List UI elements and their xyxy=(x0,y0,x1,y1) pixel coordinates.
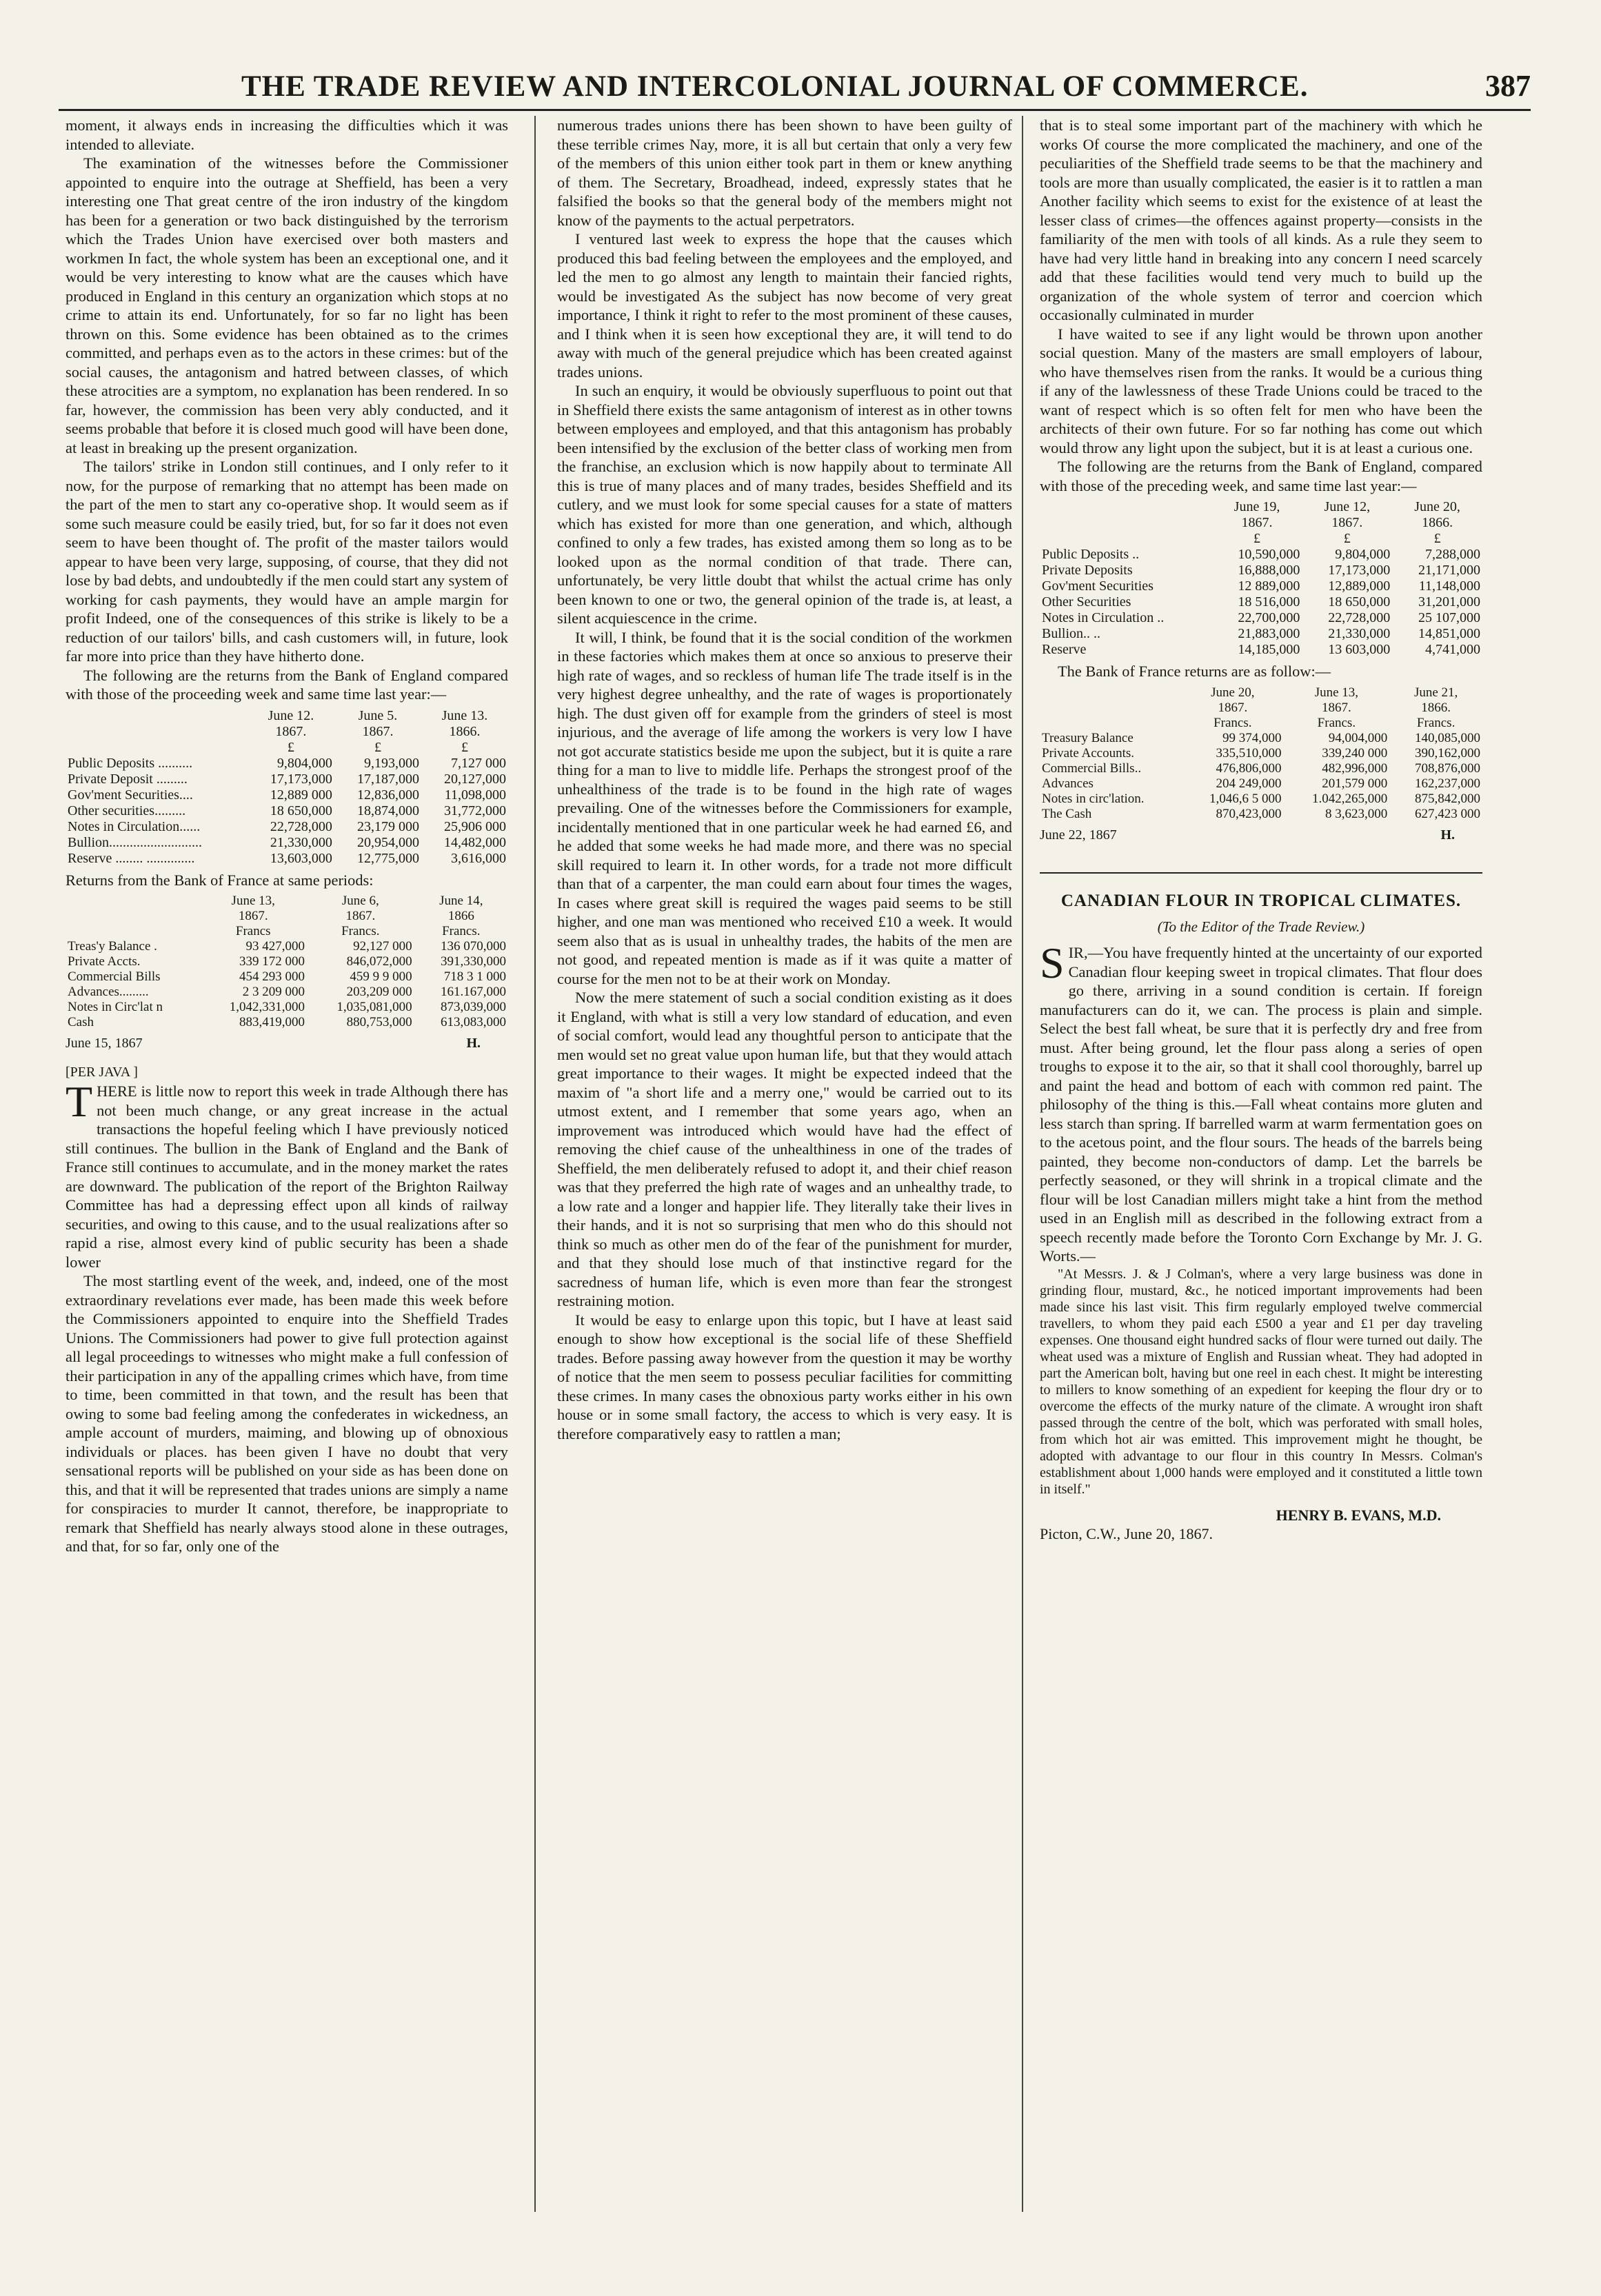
row-label: Other Securities xyxy=(1042,594,1131,610)
table-row xyxy=(66,851,508,867)
cell-value: 13 603,000 xyxy=(1328,642,1391,657)
table-row xyxy=(1040,642,1482,658)
cell-value: 1,035,081,000 xyxy=(336,1000,412,1014)
cell-value: 22,700,000 xyxy=(1238,610,1300,625)
paragraph: It will, I think, be found that it is the social condition of the workmen in these factories which makes them at once so anxious to preserve their high rate of wages, and so reckless of human life The trade itself is in the very highest degree unhealthy, and the rate of wages is proportionately high. The dust given off for example from the grinders of steel is most injurious, and the average of life among the workers is very low I have not got accurate statistics beside me upon the subject, but it is quite a rare thing for a man to live to middle life. Perhaps the strongest proof of the unhealthiness of the trade is to be found in the high rate of wages prevailing. One of the witnesses before the Commissioners for example, incidentally mentioned that in one particular week he had earned £6, and he added that some weeks he had made more, and there was no special skill required to learn it. In other words, for a trade not more difficult than that of a carpenter, the man could earn about four times the wages, In cases where great skill is required the wages paid seems to be still higher, and one man was mentioned who received £10 a week. It would seem also that as is usual in unhealthy trades, the habits of the men are not good, and repeated mention is made as if it was quite a matter of course for the men not to be at their work on Monday. xyxy=(557,628,1012,987)
cell-value: 25 107,000 xyxy=(1418,610,1480,625)
cell-value: 390,162,000 xyxy=(1415,745,1480,761)
column-header: June 12, xyxy=(1324,499,1371,514)
cell-value: 18 516,000 xyxy=(1238,594,1300,610)
cell-value: 162,237,000 xyxy=(1415,776,1480,791)
cell-value: 335,510,000 xyxy=(1216,745,1282,761)
column-unit: £ xyxy=(287,739,294,755)
cell-value: 873,039,000 xyxy=(441,1000,506,1014)
cell-value: 9,193,000 xyxy=(363,755,419,771)
cell-value: 7,288,000 xyxy=(1425,547,1480,562)
dateline: Picton, C.W., June 20, 1867. xyxy=(1040,1525,1213,1542)
cell-value: 1,046,6 5 000 xyxy=(1209,791,1282,806)
row-label: Cash xyxy=(68,1015,94,1029)
table-row xyxy=(1040,761,1482,776)
cell-value: 20,127,000 xyxy=(444,771,506,787)
signature-line xyxy=(66,1034,508,1054)
column-unit: £ xyxy=(1343,531,1351,546)
cell-value: 2 3 209 000 xyxy=(242,985,305,999)
column-unit: £ xyxy=(374,739,381,755)
table-row xyxy=(1040,807,1482,822)
cell-value: 9,804,000 xyxy=(1335,547,1391,562)
author-signature: HENRY B. EVANS, M.D. xyxy=(1276,1506,1441,1524)
row-label: Treasury Balance xyxy=(1042,730,1134,745)
cell-value: 883,419,000 xyxy=(239,1015,305,1029)
cell-value: 10,590,000 xyxy=(1238,547,1300,562)
row-label: Gov'ment Securities.... xyxy=(68,787,193,803)
row-label: Commercial Bills.. xyxy=(1042,761,1142,776)
cell-value: 12,775,000 xyxy=(356,850,419,866)
cell-value: 875,842,000 xyxy=(1415,791,1480,806)
dispatch-route: [PER JAVA ] xyxy=(66,1064,138,1080)
row-label: The Cash xyxy=(1042,806,1092,821)
cell-value: 7,127 000 xyxy=(451,755,506,771)
table-row xyxy=(1040,792,1482,807)
table-row xyxy=(1040,547,1482,563)
cell-value: 476,806,000 xyxy=(1216,761,1282,776)
table-body xyxy=(1040,547,1482,658)
table-row xyxy=(1040,563,1482,578)
row-label: Private Deposits xyxy=(1042,563,1133,578)
row-label: Reserve ........ .............. xyxy=(68,850,195,866)
table-row xyxy=(1040,626,1482,642)
column-header: June 20, xyxy=(1414,499,1460,514)
cell-value: 17,173,000 xyxy=(1328,563,1391,578)
row-label: Bullion.. .. xyxy=(1042,626,1101,641)
table-row xyxy=(1040,594,1482,610)
table-row xyxy=(66,954,508,969)
table-intro: Returns from the Bank of France at same periods: xyxy=(66,871,374,889)
paragraph: numerous trades unions there has been shown to have been guilty of these terrible crimes Nay, more, it is all but certain that only a very few of the members of this union either took part in them or knew anything of them. The Secretary, Broadhead, indeed, expressly states that he falsified the books so that the general body of the members might not know of the payments to the actual perpetrators. xyxy=(557,117,1012,229)
column-year: 1867. xyxy=(1331,515,1363,530)
cell-value: 14,185,000 xyxy=(1238,642,1300,657)
cell-value: 1.042,265,000 xyxy=(1312,791,1388,806)
masthead-title: THE TRADE REVIEW AND INTERCOLONIAL JOURNAL OF COMMERCE. xyxy=(241,70,1309,103)
paragraph: I ventured last week to express the hope that the causes which produced this bad feeling between the employees and the employed, and led the men to go almost any length to maintain their fancied rights, would be investigated As the subject has now become of very great importance, I think it right to refer to the most prominent of these causes, and I think when it is seen how exceptional they are, it will tend to do away with much of the general prejudice which has been created against trades unions. xyxy=(557,230,1012,381)
paragraph: The examination of the witnesses before the Commissioner appointed to enquire into the outrage at Sheffield, has been a very interesting one That great centre of the iron industry of the kingdom has been for a generation or two back distinguished by the terrorism which the Trades Union have exercised over both masters and workmen In fact, the whole system has been an exceptional one, and it would be very interesting to know what are the causes which have produced in England in this century an organization which stops at no crime to attain its end. Unfortunately, for so far no light has been thrown on this. Some evidence has been obtained as to the crimes committed, and perhaps even as to the actors in these crimes: but of the social causes, the antagonism and hatred between classes, of which these atrocities are a symptom, no explanation has been rendered. In so far, however, the commission has been very ably conducted, and it seems probable that before it is closed much good will have been done, at least in breaking up the present organization. xyxy=(66,154,508,456)
table-row xyxy=(66,787,508,803)
table-row xyxy=(1040,731,1482,746)
masthead xyxy=(59,68,1531,103)
column-year: 1866. xyxy=(1422,515,1453,530)
cell-value: 20,954,000 xyxy=(356,834,419,850)
column-unit: £ xyxy=(1253,531,1260,546)
cell-value: 3,616,000 xyxy=(451,850,506,866)
column-unit: Francs. xyxy=(1416,715,1456,730)
cell-value: 94,004,000 xyxy=(1328,730,1388,745)
section-rule xyxy=(1040,872,1482,874)
cell-value: 201,579 000 xyxy=(1322,776,1388,791)
bank-of-france-table xyxy=(1040,685,1482,822)
cell-value: 22,728,000 xyxy=(270,818,332,834)
row-label: Private Deposit ......... xyxy=(68,771,188,787)
column-unit: £ xyxy=(461,739,468,755)
row-label: Commercial Bills xyxy=(68,969,161,984)
column-header: June 19, xyxy=(1234,499,1280,514)
column-header: June 13, xyxy=(231,894,275,908)
quoted-extract: "At Messrs. J. & J Colman's, where a very large business was done in grinding flour, mustard, &c., he noticed important improvements had been made since his last visit. This firm regularly employed twelve commercial travellers, to whom they paid each £500 a year and £1 per day traveling expenses. One thousand eight hundred sacks of flour were turned out daily. The wheat used was a mixture of English and Russian wheat. They had adopted in part the American bolt, having but one reel in each chest. It might be interesting to millers to know something of an expedient for keeping the flour dry or to overcome the effects of the murky nature of the climate. A wrought iron shaft passed through the centre of the bolt, which was perforated with small holes, from which hot air was emitted. This improvement might he thought, be adopted with advantage to our flour in this country In Messrs. Colman's establishment about 1,000 hands were employed and it constituted a little town in itself." xyxy=(1040,1266,1482,1497)
column-header: June 13, xyxy=(1314,685,1359,700)
cell-value: 846,072,000 xyxy=(346,954,412,969)
paragraph: SIR,—You have frequently hinted at the uncertainty of our exported Canadian flour keeping sweet in tropical climates. That flour does go there, arriving in a sound condition is certain. If foreign manufacturers can do it, we can. The process is plain and simple. Select the best fall wheat, be sure that it is perfectly dry and free from must. After being ground, let the flour pass along a series of open troughs to expose it to the air, so that it shall cool thoroughly, barrel up and paint the head and bottom of each with common red paint. The philosophy of the thing is this.—Fall wheat contains more gluten and less starch than spring. If barrelled warm at warm fermentation goes on to the acetous point, and the flour sours. The heads of the barrels being painted, they become non-conductors of damp. Let the barrels be perfectly seasoned, or they will shrink in a tropical climate and the flour will be lost Canadian millers might take a hint from the method used in an English mill as described in the following extract from a speech recently made before the Toronto Corn Exchange by Mr. J. G. Worts.— xyxy=(1040,938,1482,1265)
table-intro: The Bank of France returns are as follow:— xyxy=(1058,663,1331,680)
cell-value: 18 650,000 xyxy=(270,803,332,818)
cell-value: 482,996,000 xyxy=(1322,761,1388,776)
signature-line xyxy=(1040,826,1482,845)
cell-value: 21,330,000 xyxy=(1328,626,1391,641)
bank-of-france-table xyxy=(66,894,508,1030)
row-label: Reserve xyxy=(1042,642,1087,657)
row-label: Gov'ment Securities xyxy=(1042,578,1154,594)
table-body xyxy=(66,756,508,867)
column-header: June 21, xyxy=(1413,685,1458,700)
column-year: 1866. xyxy=(449,723,481,739)
drop-cap: T xyxy=(66,1077,93,1126)
column-year: 1867. xyxy=(1218,700,1248,715)
column-3 xyxy=(1040,116,1482,2226)
row-label: Advances......... xyxy=(68,985,149,999)
cell-value: 22,728,000 xyxy=(1328,610,1391,625)
table-row xyxy=(1040,610,1482,626)
column-year: 1867. xyxy=(238,909,268,923)
column-unit: £ xyxy=(1433,531,1441,546)
column-year: 1867. xyxy=(345,909,376,923)
column-unit: Francs. xyxy=(442,924,481,938)
cell-value: 870,423,000 xyxy=(1216,806,1282,821)
column-year: 1867. xyxy=(1322,700,1351,715)
column-unit: Francs xyxy=(235,924,271,938)
table-row xyxy=(66,835,508,851)
paragraph: The tailors' strike in London still continues, and I only refer to it now, for the purpose of remarking that no attempt has been made on the part of the men to start any co-operative shop. It would seem as if some such measure could be easily tried, but, for so far it does not even seem to have been thought of. The profit of the master tailors would appear to have been very large, supposing, of course, that they did not lose by bad debts, and undoubtedly if the men could start any system of working for cash payments, they would have an ample margin for profit Indeed, one of the consequences of this strike is likely to be a reduction of our tailors' bills, and cash customers will, in future, look far more into price than they have hitherto done. xyxy=(66,458,508,665)
cell-value: 31,772,000 xyxy=(444,803,506,818)
cell-value: 11,148,000 xyxy=(1418,578,1480,594)
cell-value: 18 650,000 xyxy=(1328,594,1391,610)
table-row xyxy=(66,756,508,772)
column-unit: Francs. xyxy=(1214,715,1252,730)
cell-value: 204 249,000 xyxy=(1216,776,1282,791)
table-row xyxy=(1040,776,1482,792)
cell-value: 140,085,000 xyxy=(1415,730,1480,745)
column-unit: Francs. xyxy=(341,924,380,938)
table-row xyxy=(66,772,508,787)
signature-date: June 22, 1867 xyxy=(1040,827,1117,843)
column-divider xyxy=(534,116,536,2212)
cell-value: 14,482,000 xyxy=(444,834,506,850)
cell-value: 1,042,331,000 xyxy=(229,1000,305,1014)
table-intro: The following are the returns from the Bank of England compared with those of the proceeding week and same time last year:— xyxy=(66,666,508,703)
row-label: Treas'y Balance . xyxy=(68,939,157,954)
table-body xyxy=(66,939,508,1030)
table-row xyxy=(66,819,508,835)
row-label: Notes in Circulation .. xyxy=(1042,610,1165,625)
signature-initial: H. xyxy=(1440,827,1455,843)
cell-value: 25,906 000 xyxy=(444,818,506,834)
column-header: June 5. xyxy=(358,707,398,723)
table-row xyxy=(66,1000,508,1015)
cell-value: 12 889,000 xyxy=(1238,578,1300,594)
cell-value: 17,173,000 xyxy=(270,771,332,787)
cell-value: 21,171,000 xyxy=(1418,563,1480,578)
cell-value: 203,209 000 xyxy=(346,985,412,999)
drop-cap: S xyxy=(1040,938,1065,987)
signature-date: June 15, 1867 xyxy=(66,1036,143,1051)
table-row xyxy=(66,985,508,1000)
row-label: Private Accts. xyxy=(68,954,141,969)
row-label: Public Deposits .......... xyxy=(68,755,193,771)
row-label: Notes in circ'lation. xyxy=(1042,791,1145,806)
cell-value: 708,876,000 xyxy=(1415,761,1480,776)
row-label: Advances xyxy=(1042,776,1094,791)
bank-of-england-table xyxy=(1040,499,1482,658)
table-body xyxy=(1040,731,1482,822)
signature-initial: H. xyxy=(466,1036,481,1051)
column-2 xyxy=(557,116,1012,2226)
cell-value: 17,187,000 xyxy=(356,771,419,787)
cell-value: 161.167,000 xyxy=(441,985,506,999)
cell-value: 613,083,000 xyxy=(441,1015,506,1029)
table-row xyxy=(66,939,508,954)
cell-value: 12,889 000 xyxy=(270,787,332,803)
cell-value: 23,179 000 xyxy=(356,818,419,834)
cell-value: 339,240 000 xyxy=(1322,745,1388,761)
cell-value: 31,201,000 xyxy=(1418,594,1480,610)
cell-value: 9,804,000 xyxy=(276,755,332,771)
row-label: Other securities......... xyxy=(68,803,186,818)
cell-value: 136 070,000 xyxy=(441,939,506,954)
column-year: 1867. xyxy=(275,723,307,739)
paragraph: THERE is little now to report this week in trade Although there has not been much change, or any great increase in the actual transactions the hopeful feeling which I have previously noticed still continues. The bullion in the Bank of England and the Bank of France still continues to accumulate, and in the money market the rates are downward. The publication of the report of the Brighton Railway Committee has had a depressing effect upon all kinds of railway securities, and owing to this cause, and to the usual realizations after so rapid a rise, almost every kind of public security has been a shade lower xyxy=(66,1077,508,1271)
cell-value: 4,741,000 xyxy=(1425,642,1480,657)
cell-value: 21,883,000 xyxy=(1238,626,1300,641)
paragraph: Now the mere statement of such a social condition existing as it does it England, with what is still a very low standard of education, and even of social comfort, would lead any thoughtful person to anticipate that the men would set no great value upon human life, but that they would attach great importance to their wages. It might be expected indeed that the maxim of "a short life and a merry one," would be carried out to its utmost extent, and I remember that some years ago, when an improvement was introduced which would have had the effect of removing the chief cause of the unhealthiness in one of the trades of Sheffield, the men deliberately refused to adopt it, and their chief reason was that they preferred the high rate of wages and an unhealthy trade, to a low rate and a longer and happier life. They literally take their lives in their hands, and it is not so surprising that men who do this should not think so much as other men do of the fear of the punishment for murder, and that they should lose much of that instinctive regard for the sacredness of human life, which is even more than fear the strongest restraining motion. xyxy=(557,989,1012,1309)
page-number: 387 xyxy=(1485,69,1531,103)
masthead-rule xyxy=(59,109,1531,111)
cell-value: 99 374,000 xyxy=(1222,730,1282,745)
paragraph: moment, it always ends in increasing the difficulties which it was intended to alleviate. xyxy=(66,117,508,153)
paragraph: The most startling event of the week, and, indeed, one of the most extraordinary revelations ever made, has been made this week before the Commissioners appointed to enquire into the Sheffield Trades Unions. The Commissioners had power to give full protection against all legal proceedings to witnesses who might make a full confession of their participation in any of the appalling crimes which have, from time to time, been committed in that town, and the result has been that owing to some bad feeling among the confederates in wickedness, an ample account of murders, maiming, and blowing up of obnoxious individuals or places. has been given I have no doubt that very sensational reports will be published on your side as has been done on this, and that it will be represented that trades unions are simply a name for conspiracies to murder It cannot, therefore, be inappropriate to remark that Sheffield has nearly always stood alone in these outrages, and that, for so far, only one of the xyxy=(66,1272,508,1555)
cell-value: 12,889,000 xyxy=(1328,578,1391,594)
cell-value: 14,851,000 xyxy=(1418,626,1480,641)
cell-value: 92,127 000 xyxy=(353,939,412,954)
cell-value: 16,888,000 xyxy=(1238,563,1300,578)
cell-value: 93 427,000 xyxy=(245,939,305,954)
cell-value: 12,836,000 xyxy=(356,787,419,803)
article-subtitle: (To the Editor of the Trade Review.) xyxy=(1157,918,1365,935)
table-row xyxy=(1040,746,1482,761)
column-header: June 12. xyxy=(268,707,314,723)
column-divider xyxy=(1022,116,1023,2212)
column-unit: Francs. xyxy=(1317,715,1356,730)
table-row xyxy=(1040,578,1482,594)
table-row xyxy=(66,1015,508,1030)
paragraph: I have waited to see if any light would be thrown upon another social question. Many of the masters are small employers of labour, who have themselves risen from the ranks. It would be a curious thing if any of the lawlessness of these Trade Unions could be traced to the want of respect which is so often felt for men who have been the architects of their own future. For so far nothing has come out which would throw any light upon the subject, but it is at least a curious one. xyxy=(1040,325,1482,456)
article-title: CANADIAN FLOUR IN TROPICAL CLIMATES. xyxy=(1060,892,1462,910)
cell-value: 18,874,000 xyxy=(356,803,419,818)
table-intro: The following are the returns from the Bank of England, compared with those of the preceding week, and same time last year:— xyxy=(1040,458,1482,494)
row-label: Private Accounts. xyxy=(1042,745,1135,761)
paragraph: In such an enquiry, it would be obviously superfluous to point out that in Sheffield there exists the same antagonism of interest as in other towns between employees and employed, and that this antagonism has probably been intensified by the exclusion of the better class of working men from the franchise, an exclusion which is now happily about to terminate All this is true of many places and of many trades, besides Sheffield and its cutlery, and we must look for some special causes for a state of matters which has existed for more than one generation, and which, although confined to only a few trades, has existed among them so long as to be looked upon as the normal condition of that trade. There can, unfortunately, be very little doubt that whilst the actual crime has only been known to one or two, the general opinion of the trade is, at least, a silent acquiescence in the crime. xyxy=(557,382,1012,627)
cell-value: 391,330,000 xyxy=(441,954,506,969)
row-label: Notes in Circ'lat n xyxy=(68,1000,163,1014)
column-header: June 14, xyxy=(439,894,483,908)
column-year: 1866. xyxy=(1421,700,1451,715)
cell-value: 459 9 9 000 xyxy=(350,969,412,984)
column-1 xyxy=(66,116,508,2226)
paragraph: It would be easy to enlarge upon this topic, but I have at least said enough to show how exceptional is the social life of these Sheffield trades. Before passing away however from the question it may be worthy of notice that the men seem to possess peculiar facilities for committing these crimes. In many cases the obnoxious party works either in his own house or in some small factory, the access to which is very easy. It is therefore comparatively easy to rattlen a man; xyxy=(557,1311,1012,1442)
column-header: June 20, xyxy=(1211,685,1255,700)
cell-value: 718 3 1 000 xyxy=(443,969,506,984)
row-label: Notes in Circulation...... xyxy=(68,818,201,834)
row-label: Bullion........................... xyxy=(68,834,203,850)
column-year: 1867. xyxy=(362,723,394,739)
bank-of-england-table xyxy=(66,708,508,867)
cell-value: 21,330,000 xyxy=(270,834,332,850)
cell-value: 454 293 000 xyxy=(239,969,305,984)
cell-value: 627,423 000 xyxy=(1415,806,1480,821)
cell-value: 8 3,623,000 xyxy=(1325,806,1388,821)
cell-value: 13,603,000 xyxy=(270,850,332,866)
table-row xyxy=(66,803,508,819)
row-label: Public Deposits .. xyxy=(1042,547,1140,562)
column-header: June 6, xyxy=(341,894,379,908)
cell-value: 11,098,000 xyxy=(444,787,506,803)
cell-value: 880,753,000 xyxy=(346,1015,412,1029)
table-row xyxy=(66,969,508,985)
cell-value: 339 172 000 xyxy=(239,954,305,969)
paragraph: that is to steal some important part of the machinery with which he works Of course the more complicated the machinery, and one of the peculiarities of the Sheffield trade seems to be that the machinery and tools are more than usually complicated, the easier is it to rattlen a man Another facility which seems to exist for the existence of at least the lesser class of crimes—the offences against property—consists in the familiarity of the men with tools of all kinds. As a rule they seem to have had very little hand in breaking into any concern I need scarcely add that these facilities would tend very much to build up the organization of the whole system of terror and coercion which occasionally culminated in murder xyxy=(1040,117,1482,323)
column-year: 1867. xyxy=(1241,515,1273,530)
column-header: June 13. xyxy=(441,707,488,723)
column-year: 1866 xyxy=(447,909,474,923)
